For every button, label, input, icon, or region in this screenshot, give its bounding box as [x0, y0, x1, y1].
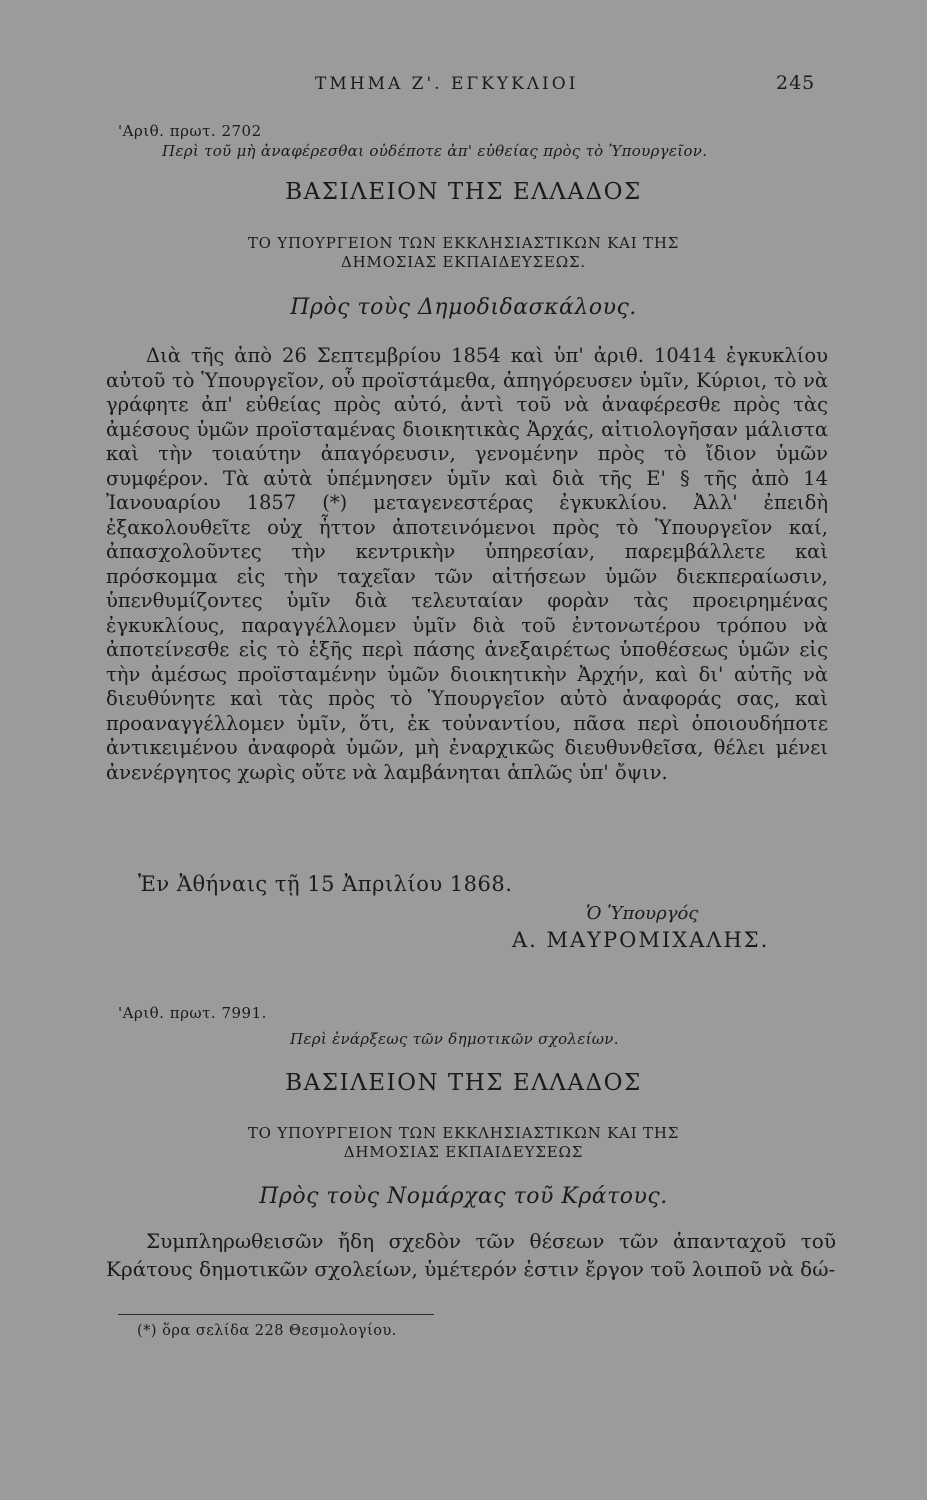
place-and-date: Ἐν Ἀθήναις τῇ 15 Ἀπριλίου 1868.	[138, 872, 513, 896]
addressee: Πρὸς τοὺς Δημοδιδασκάλους.	[290, 295, 637, 320]
protocol-number: 'Αριθ. πρωτ. 2702	[118, 122, 262, 140]
circular-subject: Περὶ τοῦ μὴ ἀναφέρεσθαι οὐδέποτε ἀπ' εὐθείας πρὸς τὸ Ὑπουργεῖον.	[162, 142, 708, 160]
running-title: ΤΜΗΜΑ Ζ'. ΕΓΚΥΚΛΙΟΙ	[315, 74, 579, 94]
minister-title: Ὁ Ὑπουργός	[586, 903, 699, 924]
protocol-number: 'Αριθ. πρωτ. 7991.	[118, 1004, 267, 1022]
ministry-heading-line-1: ΤΟ ΥΠΟΥΡΓΕΙΟΝ ΤΩΝ ΕΚΚΛΗΣΙΑΣΤΙΚΩΝ ΚΑΙ ΤΗΣ	[247, 1124, 680, 1142]
kingdom-heading: ΒΑΣΙΛΕΙΟΝ ΤΗΣ ΕΛΛΑΔΟΣ	[285, 1070, 642, 1096]
addressee: Πρὸς τοὺς Νομάρχας τοῦ Κράτους.	[259, 1184, 668, 1209]
footnote: (*) ὅρα σελίδα 228 Θεσμολογίου.	[137, 1323, 397, 1339]
minister-signature-name: Α. ΜΑΥΡΟΜΙΧΑΛΗΣ.	[512, 928, 770, 952]
circular-body: Συμπληρωθεισῶν ἤδη σχεδὸν τῶν θέσεων τῶν ἁπανταχοῦ τοῦ Κράτους δημοτικῶν σχολείων, ὑμέτερόν ἐστιν ἔργον τοῦ λοιποῦ νὰ δώ-	[106, 1229, 836, 1281]
ministry-heading-line-2: ΔΗΜΟΣΙΑΣ ΕΚΠΑΙΔΕΥΣΕΩΣ	[343, 1143, 584, 1161]
circular-subject: Περὶ ἐνάρξεως τῶν δημοτικῶν σχολείων.	[290, 1030, 619, 1048]
ministry-heading-line-2: ΔΗΜΟΣΙΑΣ ΕΚΠΑΙΔΕΥΣΕΩΣ.	[341, 253, 586, 271]
kingdom-heading: ΒΑΣΙΛΕΙΟΝ ΤΗΣ ΕΛΛΑΔΟΣ	[285, 179, 642, 205]
footnote-rule	[118, 1314, 434, 1315]
circular-body: Διὰ τῆς ἀπὸ 26 Σεπτεμβρίου 1854 καὶ ὑπ' ἀριθ. 10414 ἐγκυκλίου αὐτοῦ τὸ Ὑπουργεῖον, οὗ προϊστάμεθα, ἀπηγόρευσεν ὑμῖν, Κύριοι, τὸ νὰ γράφητε ἀπ' εὐθείας πρὸς αὐτό, ἀντὶ τοῦ νὰ ἀναφέρεσθε πρὸς τὰς ἀμέσους ὑμῶν προϊσταμένας διοικητικὰς Ἀρχάς, αἰτιολογῆσαν μάλιστα καὶ τὴν τοιαύτην ἀπαγόρευσιν, γενομένην πρὸς τὸ ἴδιον ὑμῶν συμφέρον. Τὰ αὐτὰ ὑπέμνησεν ὑμῖν καὶ διὰ τῆς Ε' § τῆς ἀπὸ 14 Ἰανουαρίου 1857 (*) μεταγενεστέρας ἐγκυκλίου. Ἀλλ' ἐπειδὴ ἐξακολουθεῖτε οὐχ ἧττον ἀποτεινόμενοι πρὸς τὸ Ὑπουργεῖον καί, ἀπασχολοῦντες τὴν κεντρικὴν ὑπηρεσίαν, παρεμβάλλετε καὶ πρόσκομμα εἰς τὴν ταχεῖαν τῶν αἰτήσεων ὑμῶν διεκπεραίωσιν, ὑπενθυμίζοντες ὑμῖν διὰ τελευταίαν φορὰν τὰς προειρημένας ἐγκυκλίους, παραγγέλλομεν ὑμῖν διὰ τοῦ ἐντονωτέρου τρόπου νὰ ἀποτείνεσθε εἰς τὸ ἑξῆς περὶ πάσης ἀνεξαιρέτως ὑποθέσεως ὑμῶν εἰς τὴν ἀμέσως προϊσταμένην ὑμῶν διοικητικὴν Ἀρχήν, καὶ δι' αὐτῆς νὰ διευθύνητε καὶ τὰς πρὸς τὸ Ὑπουργεῖον αὐτὸ ἀναφοράς σας, καὶ προαναγγέλλομεν ὑμῖν, ὅτι, ἐκ τοὐναντίου, πᾶσα περὶ ὁποιουδήποτε ἀντικειμένου ἀναφορὰ ὑμῶν, μὴ ἐναρχικῶς διευθυνθεῖσα, θέλει μένει ἀνενέργητος χωρὶς οὔτε νὰ λαμβάνηται ἁπλῶς ὑπ' ὄψιν.	[106, 344, 828, 784]
ministry-heading-line-1: ΤΟ ΥΠΟΥΡΓΕΙΟΝ ΤΩΝ ΕΚΚΛΗΣΙΑΣΤΙΚΩΝ ΚΑΙ ΤΗΣ	[247, 234, 680, 252]
page-number: 245	[776, 72, 816, 94]
